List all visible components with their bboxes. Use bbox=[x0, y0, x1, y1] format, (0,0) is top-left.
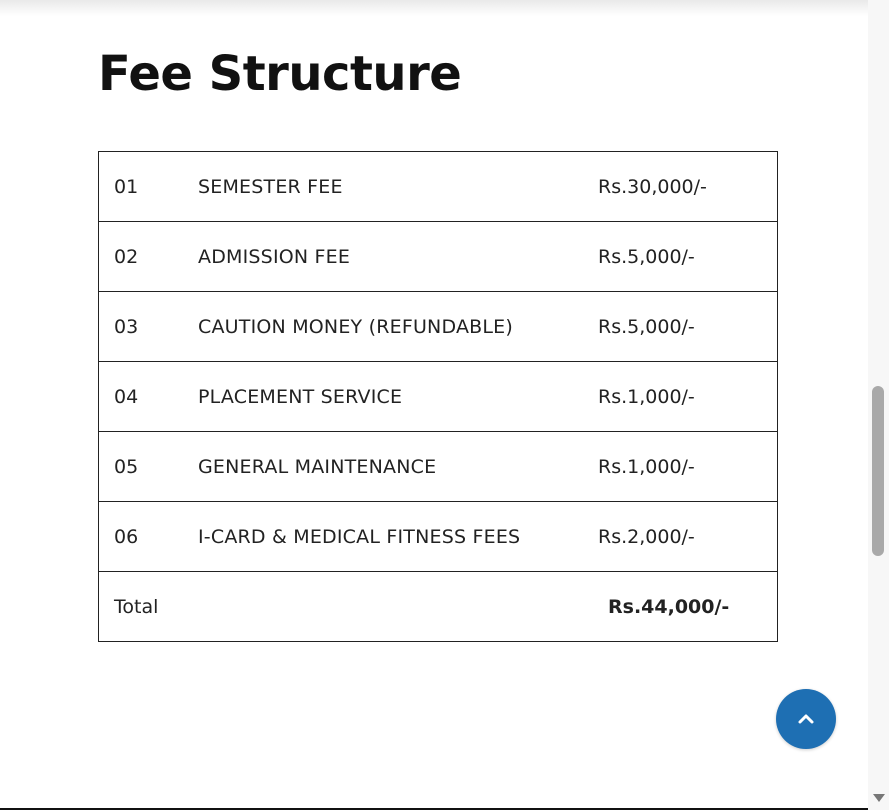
header-shadow bbox=[0, 0, 868, 16]
fee-amount: Rs.1,000/- bbox=[582, 432, 778, 502]
fee-amount: Rs.5,000/- bbox=[582, 222, 778, 292]
chevron-up-icon bbox=[797, 710, 815, 729]
fee-amount: Rs.5,000/- bbox=[582, 292, 778, 362]
total-spacer bbox=[198, 572, 582, 642]
table-row bbox=[99, 292, 778, 362]
fee-number: 03 bbox=[99, 292, 199, 362]
fee-name: I-CARD & MEDICAL FITNESS FEES bbox=[198, 502, 582, 572]
fee-table bbox=[98, 151, 778, 642]
fee-amount: Rs.30,000/- bbox=[582, 152, 778, 222]
page-title: Fee Structure bbox=[98, 46, 462, 102]
fee-number: 04 bbox=[99, 362, 199, 432]
fee-amount: Rs.1,000/- bbox=[582, 362, 778, 432]
table-row bbox=[99, 502, 778, 572]
fee-number: 01 bbox=[99, 152, 199, 222]
total-amount: Rs.44,000/- bbox=[582, 572, 778, 642]
scrollbar[interactable] bbox=[868, 0, 889, 810]
fee-name: CAUTION MONEY (REFUNDABLE) bbox=[198, 292, 582, 362]
fee-number: 06 bbox=[99, 502, 199, 572]
scrollbar-thumb[interactable] bbox=[872, 386, 884, 556]
fee-name: ADMISSION FEE bbox=[198, 222, 582, 292]
fee-number: 05 bbox=[99, 432, 199, 502]
fee-name: GENERAL MAINTENANCE bbox=[198, 432, 582, 502]
total-row bbox=[99, 572, 778, 642]
table-row bbox=[99, 432, 778, 502]
total-label: Total bbox=[99, 572, 199, 642]
table-row bbox=[99, 362, 778, 432]
fee-amount: Rs.2,000/- bbox=[582, 502, 778, 572]
fee-number: 02 bbox=[99, 222, 199, 292]
table-row bbox=[99, 152, 778, 222]
scroll-down-arrow-icon[interactable] bbox=[873, 794, 885, 802]
fee-name: SEMESTER FEE bbox=[198, 152, 582, 222]
fee-name: PLACEMENT SERVICE bbox=[198, 362, 582, 432]
back-to-top-button[interactable] bbox=[776, 689, 836, 749]
table-row bbox=[99, 222, 778, 292]
